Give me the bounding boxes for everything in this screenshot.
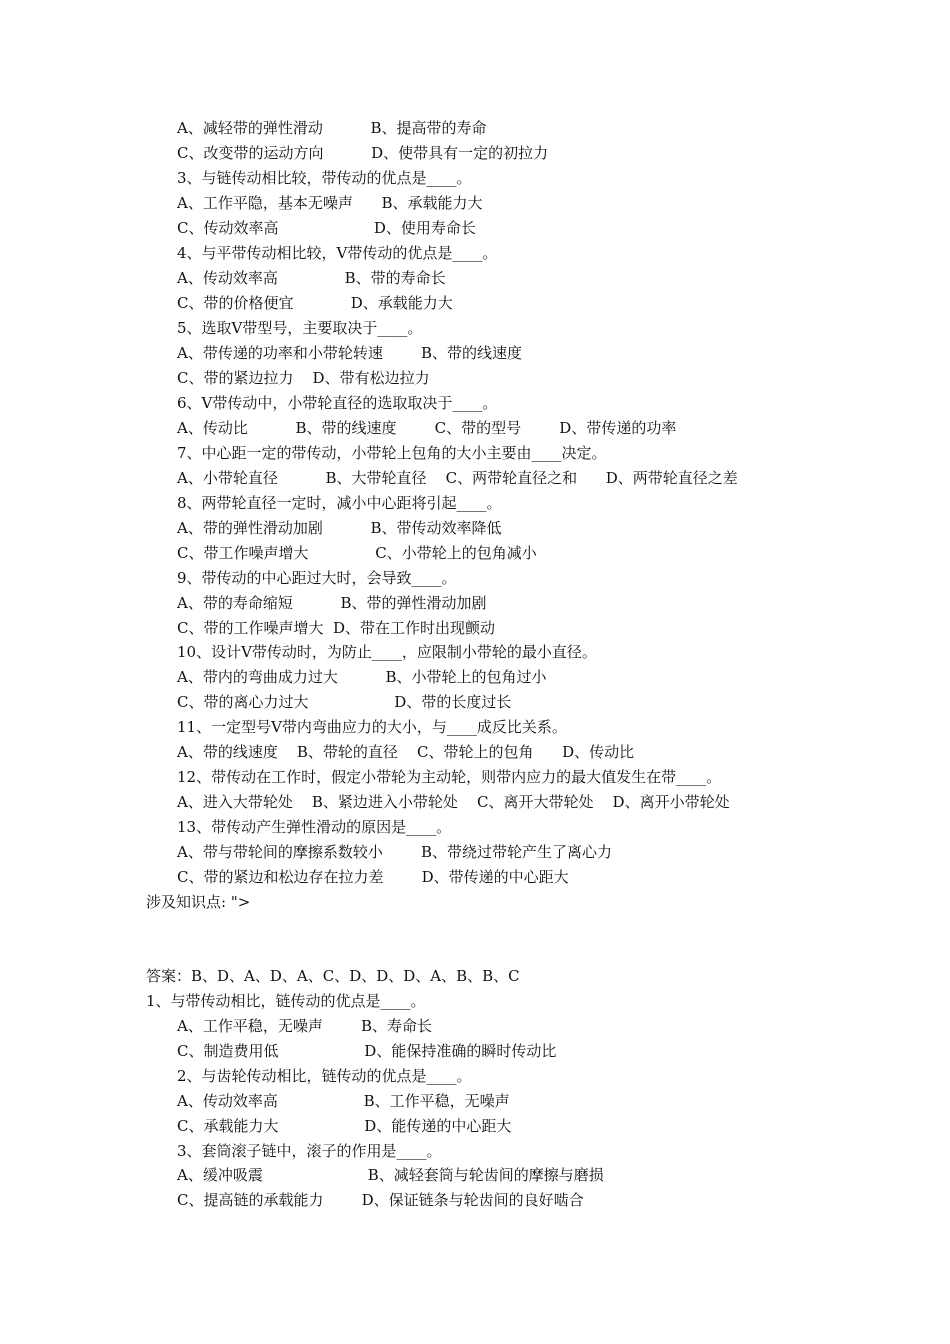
- question-line: 5、选取V带型号，主要取决于____。: [177, 319, 423, 337]
- text-line: A、工作平稳，无噪声 B、寿命长: [177, 1017, 433, 1035]
- text-line: C、带的紧边和松边存在拉力差 D、带传递的中心距大: [177, 868, 569, 886]
- question-line: 2、与齿轮传动相比，链传动的优点是____。: [177, 1067, 472, 1085]
- text-line: A、带内的弯曲成力过大 B、小带轮上的包角过小: [177, 668, 547, 686]
- text-line: A、缓冲吸震 B、减轻套筒与轮齿间的摩擦与磨损: [177, 1166, 604, 1184]
- question-line: 8、两带轮直径一定时，减小中心距将引起____。: [177, 494, 502, 512]
- text-line: A、带与带轮间的摩擦系数较小 B、带绕过带轮产生了离心力: [177, 843, 613, 861]
- answer-line: 答案：B、D、A、D、A、C、D、D、D、A、B、B、C: [146, 967, 520, 985]
- text-line: A、带的寿命缩短 B、带的弹性滑动加剧: [177, 594, 487, 612]
- question-line: 9、带传动的中心距过大时，会导致____。: [177, 569, 457, 587]
- question-line: 4、与平带传动相比较，V带传动的优点是____。: [177, 244, 498, 262]
- question-line: 6、V带传动中，小带轮直径的选取取决于____。: [177, 394, 498, 412]
- text-line: A、工作平隐，基本无噪声 B、承载能力大: [177, 194, 483, 212]
- question-line: 13、带传动产生弹性滑动的原因是____。: [177, 818, 452, 836]
- text-line: C、承载能力大 D、能传递的中心距大: [177, 1117, 512, 1135]
- text-line: A、带的弹性滑动加剧 B、带传动效率降低: [177, 519, 502, 537]
- question-line: 1、与带传动相比，链传动的优点是____。: [146, 992, 426, 1010]
- text-line: C、制造费用低 D、能保持准确的瞬时传动比: [177, 1042, 557, 1060]
- text-line: A、带传递的功率和小带轮转速 B、带的线速度: [177, 344, 523, 362]
- text-line: A、传动比 B、带的线速度 C、带的型号 D、带传递的功率: [177, 419, 677, 437]
- text-line: C、传动效率高 D、使用寿命长: [177, 219, 476, 237]
- text-line: C、提高链的承载能力 D、保证链条与轮齿间的良好啮合: [177, 1191, 584, 1209]
- text-line: A、进入大带轮处 B、紧边进入小带轮处 C、离开大带轮处 D、离开小带轮处: [177, 793, 730, 811]
- question-line: 12、带传动在工作时，假定小带轮为主动轮，则带内应力的最大值发生在带____。: [177, 768, 722, 786]
- text-line: A、传动效率高 B、带的寿命长: [177, 269, 446, 287]
- text-line: C、带的价格便宜 D、承载能力大: [177, 294, 453, 312]
- text-line: C、带工作噪声增大 C、小带轮上的包角减小: [177, 544, 537, 562]
- text-line: A、传动效率高 B、工作平稳，无噪声: [177, 1092, 510, 1110]
- knowledge-label: 涉及知识点: ">: [146, 893, 251, 911]
- text-line: A、减轻带的弹性滑动 B、提高带的寿命: [177, 119, 487, 137]
- text-line: A、小带轮直径 B、大带轮直径 C、两带轮直径之和 D、两带轮直径之差: [177, 469, 738, 487]
- text-line: C、带的离心力过大 D、带的长度过长: [177, 693, 512, 711]
- text-line: A、带的线速度 B、带轮的直径 C、带轮上的包角 D、传动比: [177, 743, 635, 761]
- question-line: 11、一定型号V带内弯曲应力的大小，与____成反比关系。: [177, 718, 567, 736]
- question-line: 10、设计V带传动时，为防止____，应限制小带轮的最小直径。: [177, 643, 597, 661]
- text-line: C、改变带的运动方向 D、使带具有一定的初拉力: [177, 144, 549, 162]
- text-line: C、带的工作噪声增大 D、带在工作时出现颤动: [177, 619, 496, 637]
- text-line: C、带的紧边拉力 D、带有松边拉力: [177, 369, 430, 387]
- question-line: 3、套筒滚子链中，滚子的作用是____。: [177, 1142, 442, 1160]
- question-line: 3、与链传动相比较，带传动的优点是____。: [177, 169, 472, 187]
- question-line: 7、中心距一定的带传动，小带轮上包角的大小主要由____决定。: [177, 444, 607, 462]
